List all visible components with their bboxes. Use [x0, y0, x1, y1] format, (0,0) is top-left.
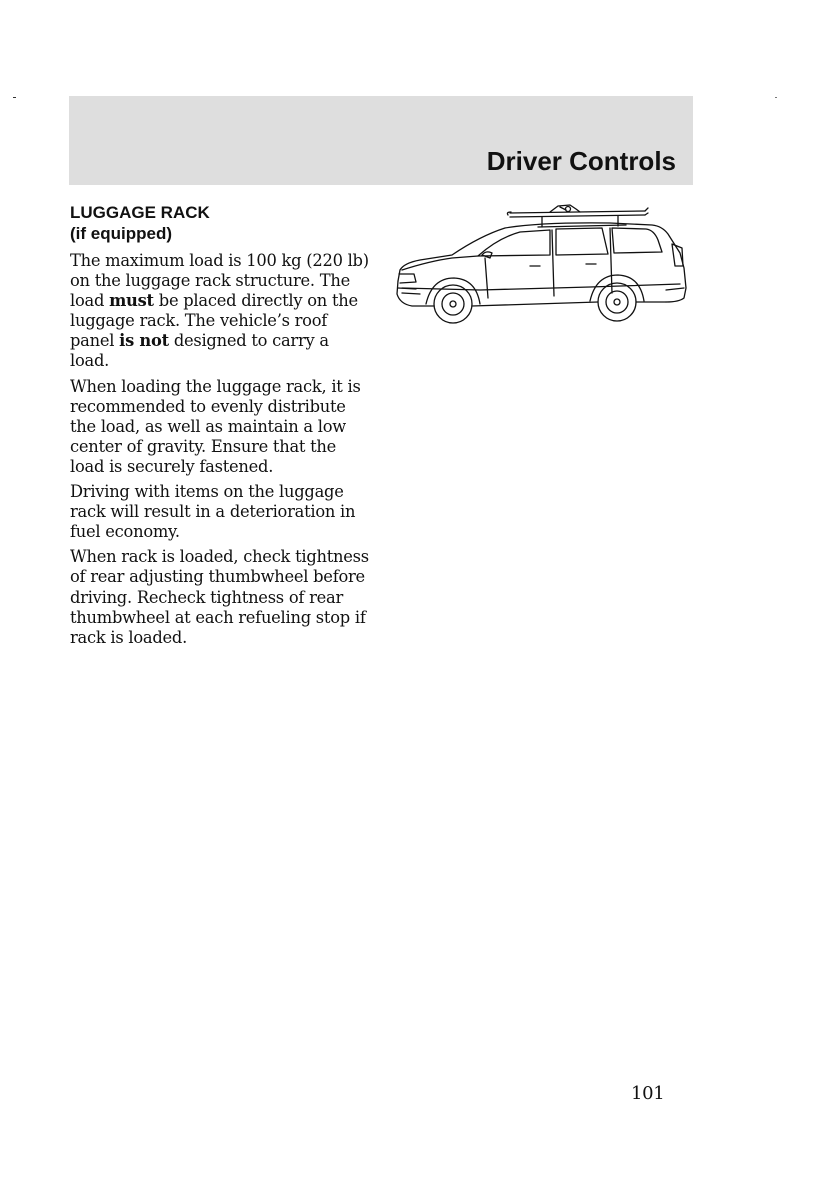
paragraph-text: be placed directly on the luggage rack. The vehicle’s roof panel [70, 291, 358, 351]
front-wheel [426, 278, 480, 323]
scan-mark [13, 97, 16, 98]
station-wagon-with-roof-rack-illustration [390, 198, 690, 333]
page-number: 101 [631, 1083, 665, 1104]
paragraph [70, 377, 370, 477]
paragraph-text: designed to carry a load. [70, 331, 329, 371]
paragraph-text: The maximum load is 100 kg (220 lb) on the luggage rack structure. The load [70, 251, 369, 311]
heading-subline: (if equipped) [70, 224, 172, 243]
scan-mark [775, 97, 777, 98]
paragraph-text: Driving with items on the luggage rack will result in a deterioration in fuel economy. [70, 482, 356, 542]
section-header-band [69, 96, 693, 185]
section-title: Driver Controls [486, 146, 676, 176]
rear-wheel [590, 275, 644, 321]
paragraph [70, 251, 370, 372]
emphasis-text: is not [119, 331, 169, 351]
emphasis-text: must [109, 291, 154, 311]
paragraph-text: When loading the luggage rack, it is recommended to evenly distribute the load, as well as maintain a low center of gravity. Ensure that the load is securely fastened. [70, 376, 361, 476]
heading-line: LUGGAGE RACK [70, 203, 210, 222]
luggage-rack-section [70, 202, 370, 653]
paragraph [70, 547, 370, 647]
section-heading [70, 202, 370, 244]
paragraph-text: When rack is loaded, check tightness of rear adjusting thumbwheel before driving. Recheck tightness of rear thumbwheel at each refueling stop if rack is loaded. [70, 547, 369, 647]
paragraph [70, 482, 370, 542]
